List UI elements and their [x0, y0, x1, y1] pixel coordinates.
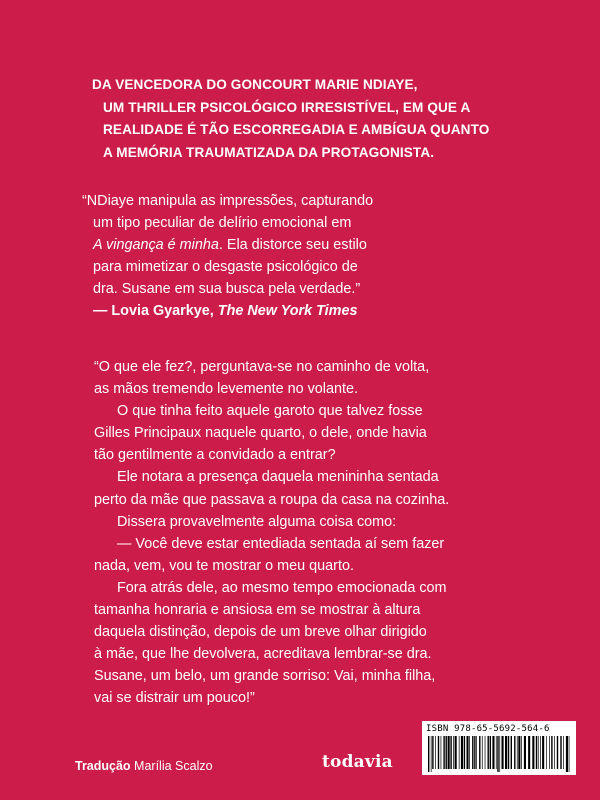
barcode-bar: [435, 736, 436, 769]
barcode-bar: [569, 736, 570, 772]
barcode-bar: [524, 736, 526, 769]
barcode-bar: [485, 736, 486, 769]
barcode-bar: [536, 736, 537, 769]
excerpt-line: vai se distrair um pouco!”: [94, 690, 255, 707]
barcode-bar: [514, 736, 515, 769]
barcode-bar: [443, 736, 444, 769]
isbn-number: ISBN 978-65-5692-564-6: [426, 724, 550, 734]
barcode-bar: [560, 736, 561, 769]
quote-line: um tipo peculiar de delírio emocional em: [93, 215, 352, 231]
barcode-bar: [511, 736, 512, 769]
excerpt-line: tão gentilmente a convidado a entrar?: [94, 447, 336, 464]
barcode-bar: [428, 736, 429, 772]
barcode-bar: [542, 736, 544, 769]
barcode-bar: [431, 736, 432, 772]
barcode-bar: [474, 736, 475, 769]
barcode-bar: [502, 736, 504, 769]
excerpt-line: tamanha honraria e ansiosa em se mostrar à altura: [94, 602, 421, 619]
excerpt-line: Susane, um belo, um grande sorriso: Vai, minha filha,: [94, 668, 436, 685]
barcode-bar: [508, 736, 509, 769]
barcode-bar: [469, 736, 470, 769]
barcode-bar: [499, 736, 500, 772]
barcode-bar: [472, 736, 473, 769]
blurb-line: UM THRILLER PSICOLÓGICO IRRESISTÍVEL, EM QUE A: [103, 99, 471, 115]
barcode-bar: [551, 736, 552, 769]
barcode: [422, 721, 576, 775]
credit-role: Tradução: [75, 759, 131, 773]
barcode-bar: [549, 736, 550, 769]
barcode-bar: [438, 736, 439, 769]
review-quote: [82, 190, 522, 322]
barcode-bar: [488, 736, 489, 769]
quote-line: [82, 234, 522, 256]
publisher-logo: todavia: [322, 752, 393, 772]
barcode-bar: [497, 736, 498, 772]
barcode-bar: [446, 736, 447, 769]
barcode-bars: [426, 736, 572, 772]
barcode-bar: [492, 736, 494, 769]
barcode-bar: [528, 736, 530, 769]
excerpt-line: perto da mãe que passava a roupa da casa na cozinha.: [94, 491, 450, 508]
barcode-bar: [546, 736, 547, 769]
barcode-bar: [476, 736, 477, 769]
excerpt-line: Gilles Principaux naquele quarto, o dele, onde havia: [94, 425, 427, 442]
barcode-bar: [557, 736, 558, 769]
quote-attribution: [82, 300, 522, 322]
barcode-bar: [459, 736, 460, 769]
excerpt-line: nada, vem, vou te mostrar o meu quarto.: [94, 557, 354, 574]
barcode-bar: [467, 736, 469, 769]
attribution-author: — Lovia Gyarkye,: [93, 303, 218, 319]
barcode-bar: [517, 736, 518, 769]
barcode-bar: [540, 736, 541, 769]
blurb-line: A MEMÓRIA TRAUMATIZADA DA PROTAGONISTA.: [103, 144, 435, 160]
barcode-bar: [505, 736, 507, 769]
quote-line: “NDiaye manipula as impressões, capturando: [82, 193, 374, 209]
excerpt-line: “O que ele fez?, perguntava-se no caminho de volta,: [94, 359, 430, 375]
excerpt-line: daquela distinção, depois de um breve olhar dirigido: [94, 624, 427, 641]
quote-line: dra. Susane em sua busca pela verdade.”: [93, 281, 361, 297]
blurb-line: DA VENCEDORA DO GONCOURT MARIE NDIAYE,: [92, 77, 418, 92]
barcode-bar: [518, 736, 520, 769]
quote-line: para mimetizar o desgaste psicológico de: [93, 259, 358, 275]
barcode-bar: [441, 736, 442, 769]
barcode-bar: [455, 736, 457, 769]
barcode-bar: [538, 736, 539, 769]
barcode-bar: [490, 736, 491, 769]
barcode-bar: [479, 736, 480, 769]
barcode-bar: [566, 736, 568, 772]
attribution-source: The New York Times: [217, 303, 358, 319]
book-title: A vingança é minha: [93, 237, 219, 253]
credit-name: Marília Scalzo: [130, 759, 213, 773]
quote-line-rest: . Ela distorce seu estilo: [218, 237, 367, 253]
excerpt-line: Fora atrás dele, ao mesmo tempo emocionada com: [117, 579, 447, 596]
barcode-bar: [482, 736, 483, 769]
barcode-bar: [432, 736, 433, 769]
barcode-bar: [532, 736, 534, 769]
translator-credit: [75, 758, 213, 774]
excerpt-line: — Você deve estar entediada sentada aí sem fazer: [117, 535, 445, 552]
barcode-bar: [448, 736, 450, 769]
barcode-bar: [496, 736, 497, 769]
blurb-line: REALIDADE É TÃO ESCORREGADIA E AMBÍGUA QUANTO: [103, 122, 490, 137]
excerpt-line: à mãe, que lhe devolvera, acreditava lembrar-se dra.: [94, 646, 432, 663]
barcode-bar: [453, 736, 454, 769]
barcode-bar: [461, 736, 463, 769]
barcode-bar: [554, 736, 555, 769]
barcode-bar: [450, 736, 451, 769]
excerpt-line: Dissera provavelmente alguma coisa como:: [117, 513, 397, 530]
barcode-bar: [464, 736, 465, 769]
excerpt-line: as mãos tremendo levemente no volante.: [94, 381, 358, 398]
barcode-bar: [563, 736, 564, 769]
blurb: [92, 74, 532, 164]
barcode-bar: [521, 736, 522, 769]
book-excerpt: [94, 356, 534, 710]
excerpt-line: O que tinha feito aquele garoto que talvez fosse: [117, 403, 423, 420]
excerpt-line: Ele notara a presença daquela menininha sentada: [117, 469, 439, 486]
